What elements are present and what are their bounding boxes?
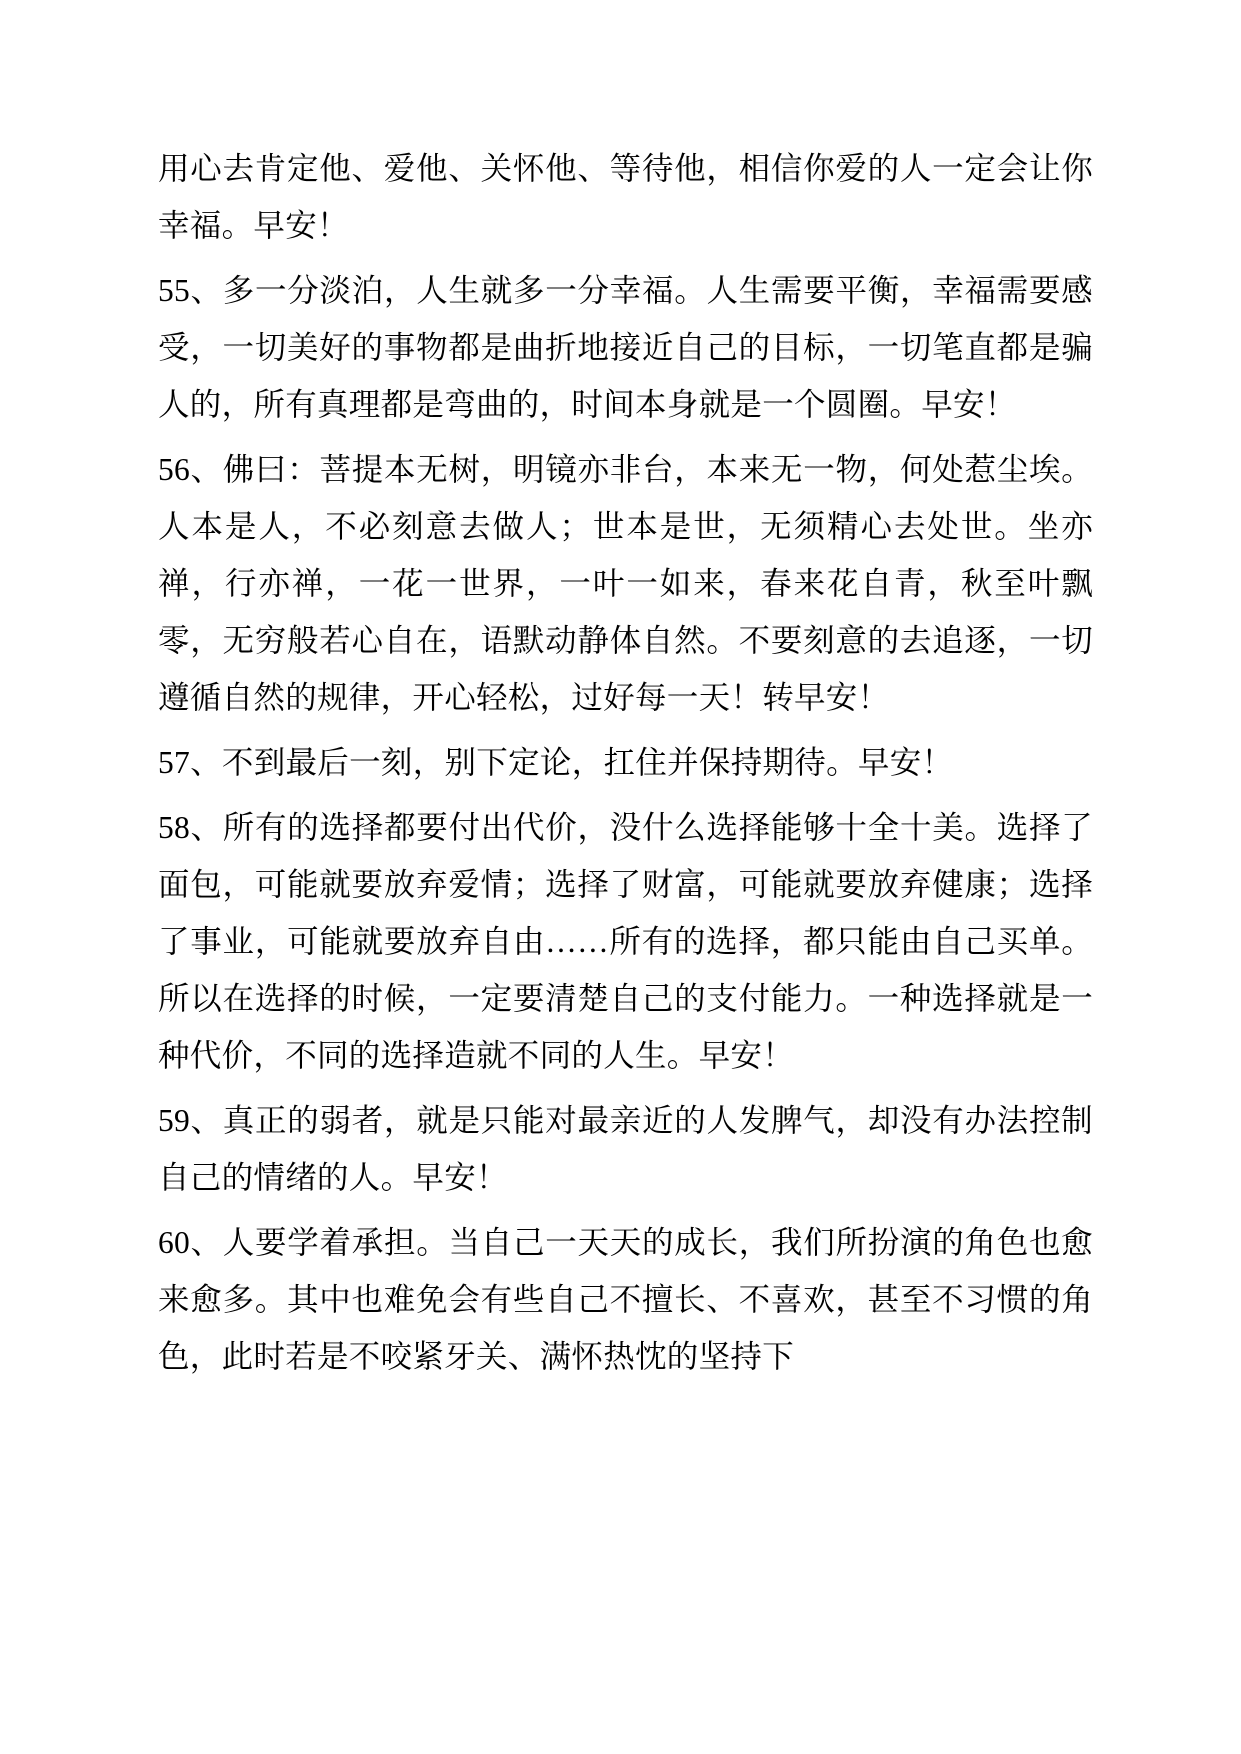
paragraph: 59、真正的弱者，就是只能对最亲近的人发脾气，却没有办法控制自己的情绪的人。早安！ — [158, 1103, 1093, 1195]
paragraph: 60、人要学着承担。当自己一天天的成长，我们所扮演的角色也愈来愈多。其中也难免会有些自己不擅长、不喜欢，甚至不习惯的角色，此时若是不咬紧牙关、满怀热忱的坚持下 — [158, 1225, 1093, 1374]
document-body — [158, 140, 1093, 1385]
paragraph: 57、不到最后一刻，别下定论，扛住并保持期待。早安！ — [158, 745, 954, 780]
paragraph: 55、多一分淡泊，人生就多一分幸福。人生需要平衡，幸福需要感受，一切美好的事物都是曲折地接近自己的目标，一切笔直都是骗人的，所有真理都是弯曲的，时间本身就是一个圆圈。早安！ — [158, 273, 1093, 422]
paragraph: 58、所有的选择都要付出代价，没什么选择能够十全十美。选择了面包，可能就要放弃爱情；选择了财富，可能就要放弃健康；选择了事业，可能就要放弃自由……所有的选择，都只能由自己买单。所以在选择的时候，一定要清楚自己的支付能力。一种选择就是一种代价，不同的选择造就不同的人生。早安！ — [158, 810, 1093, 1073]
paragraph: 用心去肯定他、爱他、关怀他、等待他，相信你爱的人一定会让你幸福。早安！ — [158, 151, 1093, 243]
paragraph: 56、佛曰：菩提本无树，明镜亦非台，本来无一物，何处惹尘埃。人本是人，不必刻意去做人；世本是世，无须精心去处世。坐亦禅，行亦禅，一花一世界，一叶一如来，春来花自青，秋至叶飘零，无穷般若心自在，语默动静体自然。不要刻意的去追逐，一切遵循自然的规律，开心轻松，过好每一天！转早安！ — [158, 452, 1093, 715]
